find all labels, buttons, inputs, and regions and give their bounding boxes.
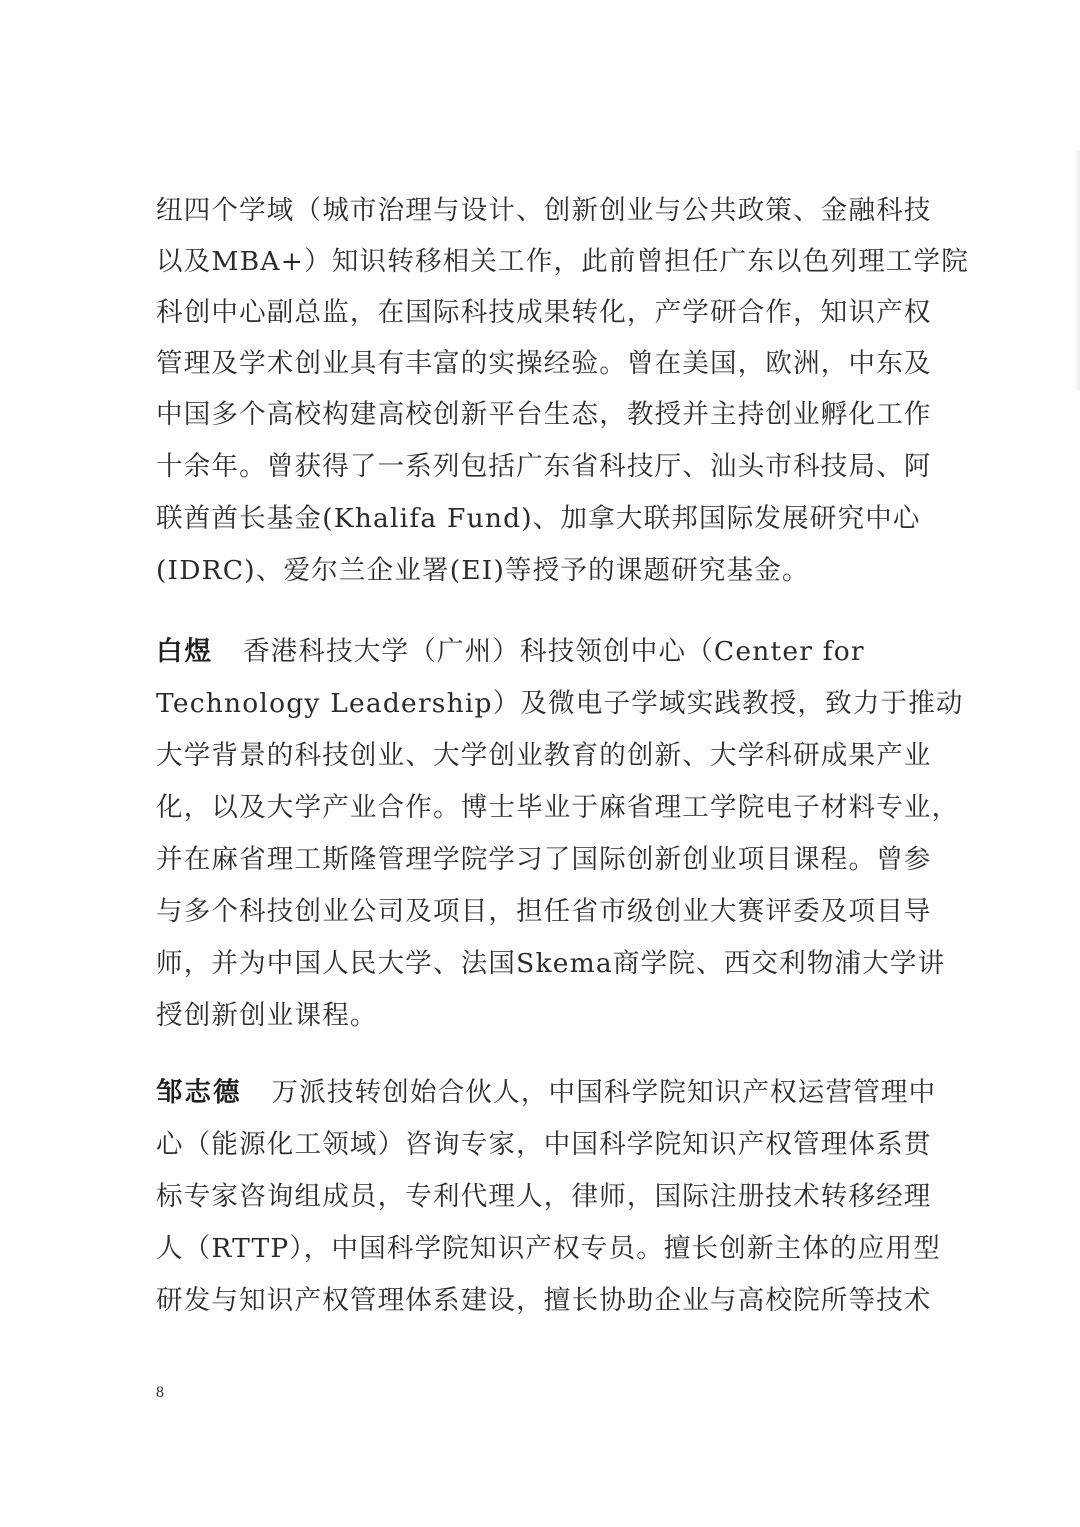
text-segment: 香港科技大学（广州）科技领创中心（Center for (243, 636, 865, 667)
text-segment: 万派技转创始合伙人，中国科学院知识产权运营管理中 (271, 1077, 937, 1108)
text-line: 中国多个高校构建高校创新平台生态，教授并主持创业孵化工作 (156, 399, 932, 430)
text-line: 化，以及大学产业合作。博士毕业于麻省理工学院电子材料专业， (156, 792, 960, 823)
person-name: 邹志德 (156, 1077, 242, 1108)
text-line: 以及MBA+）知识转移相关工作，此前曾担任广东以色列理工学院 (156, 246, 969, 277)
bio-first-line (156, 1077, 936, 1109)
text-line: 授创新创业课程。 (156, 1000, 378, 1031)
text-line: (IDRC)、爱尔兰企业署(EI)等授予的课题研究基金。 (156, 555, 810, 586)
text-line: 管理及学术创业具有丰富的实操经验。曾在美国，欧洲，中东及 (156, 348, 932, 379)
text-line: 标专家咨询组成员，专利代理人，律师，国际注册技术转移经理 (156, 1181, 932, 1212)
text-line: 科创中心副总监，在国际科技成果转化，产学研合作，知识产权 (156, 297, 932, 328)
page-number: 8 (156, 1384, 164, 1401)
text-line: 师，并为中国人民大学、法国Skema商学院、西交利物浦大学讲 (156, 948, 946, 979)
text-line: Technology Leadership）及微电子学域实践教授，致力于推动 (156, 688, 964, 719)
text-line: 十余年。曾获得了一系列包括广东省科技厅、汕头市科技局、阿 (156, 451, 932, 482)
person-name: 白煜 (156, 636, 213, 667)
text-line: 与多个科技创业公司及项目，担任省市级创业大赛评委及项目导 (156, 896, 932, 927)
text-line: 心（能源化工领域）咨询专家，中国科学院知识产权管理体系贯 (156, 1129, 932, 1160)
page-edge-shadow (1074, 150, 1080, 390)
bio-first-line (156, 636, 865, 668)
text-line: 纽四个学域（城市治理与设计、创新创业与公共政策、金融科技 (156, 195, 932, 226)
text-line: 并在麻省理工斯隆管理学院学习了国际创新创业项目课程。曾参 (156, 844, 932, 875)
text-line: 人（RTTP），中国科学院知识产权专员。擅长创新主体的应用型 (156, 1233, 941, 1264)
text-line: 研发与知识产权管理体系建设，擅长协助企业与高校院所等技术 (156, 1285, 932, 1316)
text-line: 联酋酋长基金(Khalifa Fund)、加拿大联邦国际发展研究中心 (156, 503, 921, 534)
text-line: 大学背景的科技创业、大学创业教育的创新、大学科研成果产业 (156, 740, 932, 771)
